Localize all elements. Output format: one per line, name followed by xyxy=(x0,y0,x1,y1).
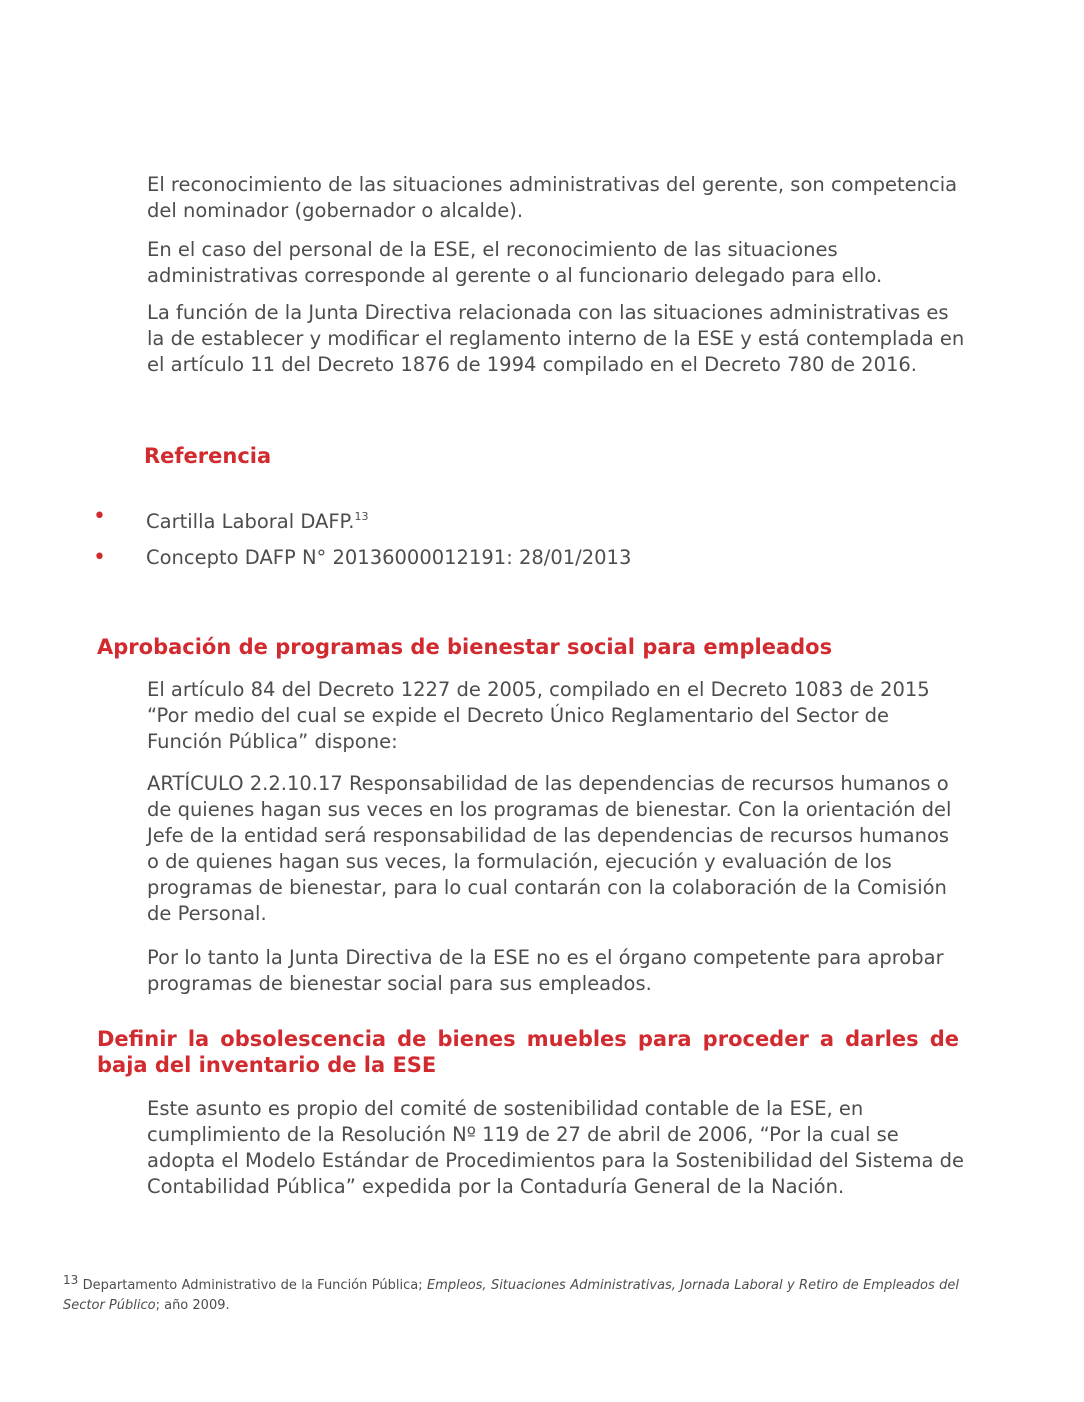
paragraph-articulo-84: El artículo 84 del Decreto 1227 de 2005, compilado en el Decreto 1083 de 2015 “Por medio del cual se expide el Decreto Único Reglamentario del Sector de Función Pública” dispone: xyxy=(147,678,930,753)
bullet-icon: • xyxy=(93,504,106,529)
heading-referencia: Referencia xyxy=(144,444,272,468)
footnote: $^{13}$ Departamento Administrativo de la Función Pública; Empleos, Situaciones Administrativas, Jornada Laboral y Retiro de Empleados del Sector Público; año 2009. xyxy=(63,1273,960,1313)
heading-bienestar: Aprobación de programas de bienestar social para empleados xyxy=(97,635,833,659)
reference-list-item xyxy=(93,504,973,532)
paragraph-junta-directiva: La función de la Junta Directiva relacionada con las situaciones administrativas es la de establecer y modificar el reglamento interno de la ESE y está contemplada en el artículo 11 del Decreto 1876 de 1994 compilado en el Decreto 780 de 2016. xyxy=(147,301,965,376)
paragraph-articulo-2-2-10-17: ARTÍCULO 2.2.10.17 Responsabilidad de las dependencias de recursos humanos o de quienes hagan sus veces en los programas de bienestar. Con la orientación del Jefe de la entidad será responsabilidad de las dependencias de recursos humanos o de quienes hagan sus veces, la formulación, ejecución y evaluación de los programas de bienestar, para lo cual contarán con la colaboración de la Comisión de Personal. xyxy=(147,772,952,925)
heading-obsolescencia: Definir la obsolescencia de bienes muebles para proceder a darles de baja del inventario de la ESE xyxy=(97,1027,959,1077)
reference-item-text: Cartilla Laboral DAFP.$^{13}$ xyxy=(146,510,369,533)
bullet-icon: • xyxy=(93,545,106,570)
footnote-title: Empleos, Situaciones Administrativas, Jornada Laboral y Retiro de Empleados del Sector Público xyxy=(63,1278,960,1313)
paragraph-personal-ese: En el caso del personal de la ESE, el reconocimiento de las situaciones administrativas corresponde al gerente o al funcionario delegado para ello. xyxy=(147,238,883,287)
reference-item-text: Concepto DAFP N° 20136000012191: 28/01/2013 xyxy=(146,546,632,569)
footnote-ref[interactable]: 13 xyxy=(354,510,369,523)
footnote-number: 13 xyxy=(63,1273,79,1287)
paragraph-gerente: El reconocimiento de las situaciones administrativas del gerente, son competencia del nominador (gobernador o alcalde). xyxy=(147,173,958,222)
paragraph-comite-contable: Este asunto es propio del comité de sostenibilidad contable de la ESE, en cumplimiento de la Resolución Nº 119 de 27 de abril de 2006, “Por la cual se adopta el Modelo Estándar de Procedimientos para la Sostenibilidad del Sistema de Contabilidad Pública” expedida por la Contaduría General de la Nación. xyxy=(147,1097,965,1198)
reference-list-item xyxy=(93,545,973,573)
paragraph-conclusion-bienestar: Por lo tanto la Junta Directiva de la ESE no es el órgano competente para aprobar programas de bienestar social para sus empleados. xyxy=(147,946,944,995)
